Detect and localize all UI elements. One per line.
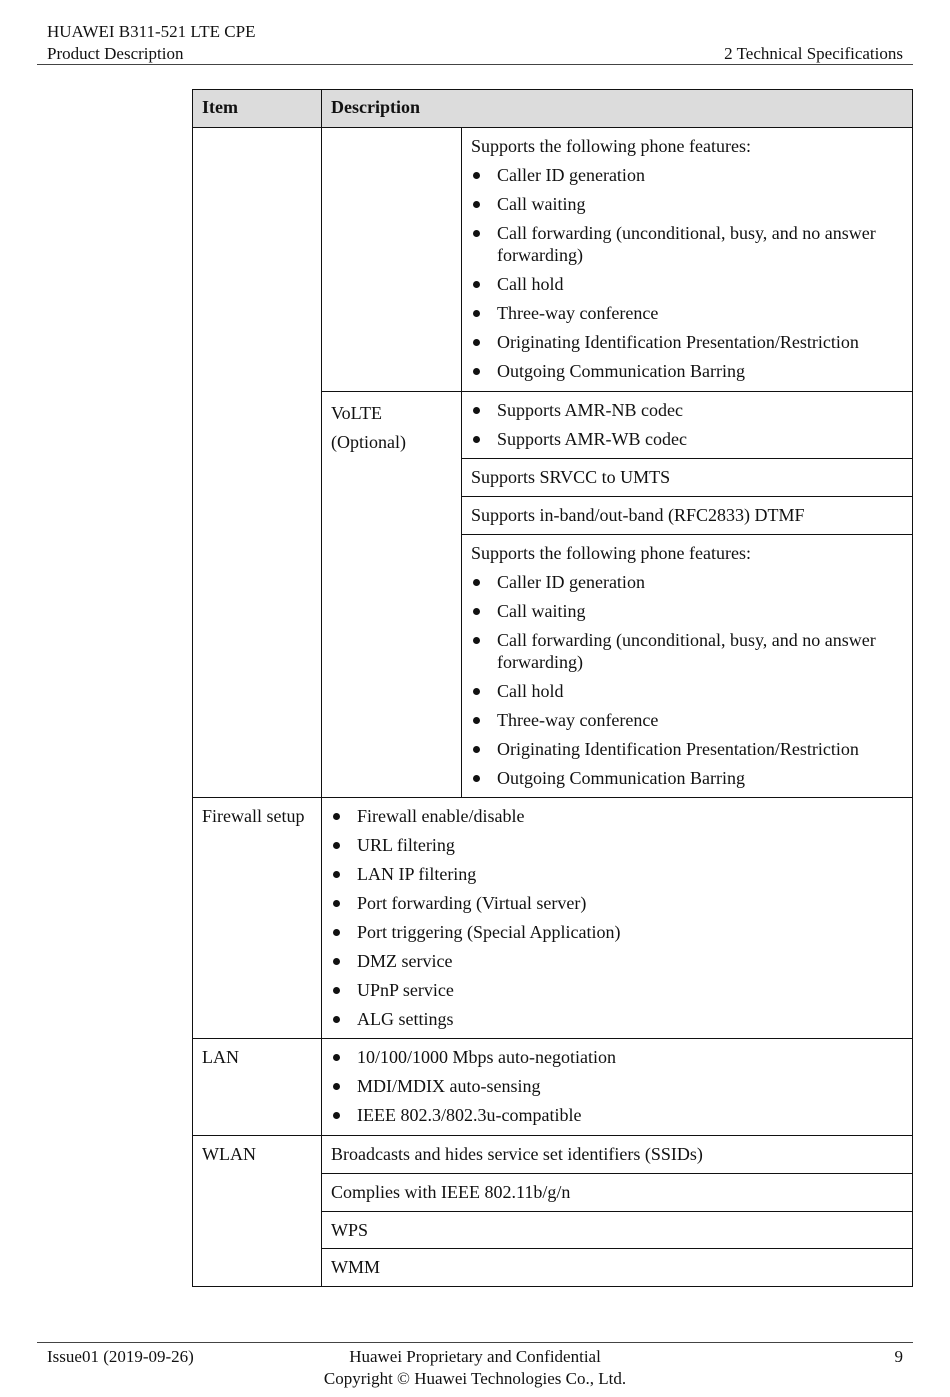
list-item: Call waiting (471, 193, 904, 215)
list-item: Outgoing Communication Barring (471, 767, 904, 789)
bullet-icon (473, 579, 480, 586)
firewall-label: Firewall setup (202, 806, 305, 826)
volte-optional-label: (Optional) (331, 432, 406, 452)
phone-features-intro: Supports the following phone features: (471, 136, 751, 156)
wlan-wps-text: WPS (331, 1220, 369, 1240)
volte-srvcc-cell (461, 458, 913, 498)
running-header (47, 21, 255, 65)
footer-center (0, 1346, 950, 1390)
list-item: Firewall enable/disable (331, 805, 904, 827)
page-number: 9 (894, 1347, 903, 1366)
copyright-notice: Copyright © Huawei Technologies Co., Ltd. (323, 1369, 627, 1388)
bullet-icon (333, 958, 340, 965)
firewall-label-cell (192, 797, 323, 1040)
bullet-icon (473, 608, 480, 615)
column-header-description: Description (321, 89, 913, 129)
list-item: MDI/MDIX auto-sensing (331, 1075, 904, 1097)
bullet-icon (473, 230, 480, 237)
product-name: HUAWEI B311-521 LTE CPE (47, 22, 256, 41)
lan-label: LAN (202, 1047, 239, 1067)
lan-label-cell (192, 1038, 323, 1137)
list-item: ALG settings (331, 1008, 904, 1030)
bullet-icon (473, 775, 480, 782)
volte-phone-features-cell (461, 534, 913, 799)
srvcc-text: Supports SRVCC to UMTS (471, 467, 671, 487)
bullet-icon (333, 900, 340, 907)
issue-date: Issue01 (2019-09-26) (47, 1347, 194, 1366)
list-item: Originating Identification Presentation/Restriction (471, 331, 904, 353)
wlan-wmm-cell (321, 1248, 913, 1287)
list-item: Originating Identification Presentation/Restriction (471, 738, 904, 760)
wlan-standard-text: Complies with IEEE 802.11b/g/n (331, 1182, 571, 1202)
volte-label: VoLTE (331, 403, 383, 423)
list-item: Call hold (471, 680, 904, 702)
bullet-icon (333, 842, 340, 849)
bullet-icon (473, 746, 480, 753)
document-type: Product Description (47, 44, 184, 63)
bullet-icon (473, 637, 480, 644)
list-item: Port triggering (Special Application) (331, 921, 904, 943)
bullet-icon (333, 929, 340, 936)
subitem-cell-continued (321, 127, 463, 393)
footer-divider (37, 1342, 913, 1343)
wlan-wmm-text: WMM (331, 1257, 380, 1277)
list-item: DMZ service (331, 950, 904, 972)
list-item: LAN IP filtering (331, 863, 904, 885)
wlan-ssid-cell (321, 1135, 913, 1175)
bullet-icon (473, 717, 480, 724)
phone-features-intro: Supports the following phone features: (471, 543, 751, 563)
wlan-wps-cell (321, 1211, 913, 1250)
wlan-label-cell (192, 1135, 323, 1287)
list-item: Outgoing Communication Barring (471, 360, 904, 382)
bullet-icon (473, 339, 480, 346)
bullet-icon (473, 407, 480, 414)
list-item: Call forwarding (unconditional, busy, and no answer forwarding) (471, 222, 904, 266)
dtmf-text: Supports in-band/out-band (RFC2833) DTMF (471, 505, 805, 525)
wlan-ssid-text: Broadcasts and hides service set identifiers (SSIDs) (331, 1144, 703, 1164)
list-item: Three-way conference (471, 709, 904, 731)
list-item: 10/100/1000 Mbps auto-negotiation (331, 1046, 904, 1068)
bullet-icon (333, 987, 340, 994)
bullet-icon (333, 1016, 340, 1023)
volte-label-cell (321, 391, 463, 799)
header-divider (37, 64, 913, 65)
bullet-icon (333, 1054, 340, 1061)
section-title: 2 Technical Specifications (724, 44, 903, 63)
bullet-icon (333, 871, 340, 878)
list-item: IEEE 802.3/802.3u-compatible (331, 1104, 904, 1126)
list-item: Caller ID generation (471, 571, 904, 593)
column-header-item: Item (192, 89, 323, 129)
firewall-description-cell (321, 797, 913, 1040)
list-item: Three-way conference (471, 302, 904, 324)
bullet-icon (473, 368, 480, 375)
wlan-standard-cell (321, 1173, 913, 1213)
volte-dtmf-cell (461, 496, 913, 536)
bullet-icon (473, 201, 480, 208)
bullet-icon (333, 813, 340, 820)
bullet-icon (473, 172, 480, 179)
phone-features-list (471, 571, 904, 789)
item-cell-continued (192, 127, 323, 799)
bullet-icon (473, 281, 480, 288)
volte-codec-cell (461, 391, 913, 460)
list-item: Port forwarding (Virtual server) (331, 892, 904, 914)
list-item: Call waiting (471, 600, 904, 622)
list-item: Supports AMR-WB codec (471, 428, 904, 450)
bullet-icon (333, 1083, 340, 1090)
list-item: Call forwarding (unconditional, busy, and no answer forwarding) (471, 629, 904, 673)
bullet-icon (473, 310, 480, 317)
confidential-notice: Huawei Proprietary and Confidential (349, 1347, 601, 1366)
bullet-icon (473, 436, 480, 443)
list-item: URL filtering (331, 834, 904, 856)
list-item: UPnP service (331, 979, 904, 1001)
codec-list (471, 399, 904, 450)
firewall-list (331, 805, 904, 1030)
list-item: Caller ID generation (471, 164, 904, 186)
lan-list (331, 1046, 904, 1126)
phone-features-list (471, 164, 904, 382)
phone-features-cell (461, 127, 913, 393)
list-item: Supports AMR-NB codec (471, 399, 904, 421)
wlan-label: WLAN (202, 1144, 256, 1164)
bullet-icon (333, 1112, 340, 1119)
bullet-icon (473, 688, 480, 695)
lan-description-cell (321, 1038, 913, 1137)
list-item: Call hold (471, 273, 904, 295)
